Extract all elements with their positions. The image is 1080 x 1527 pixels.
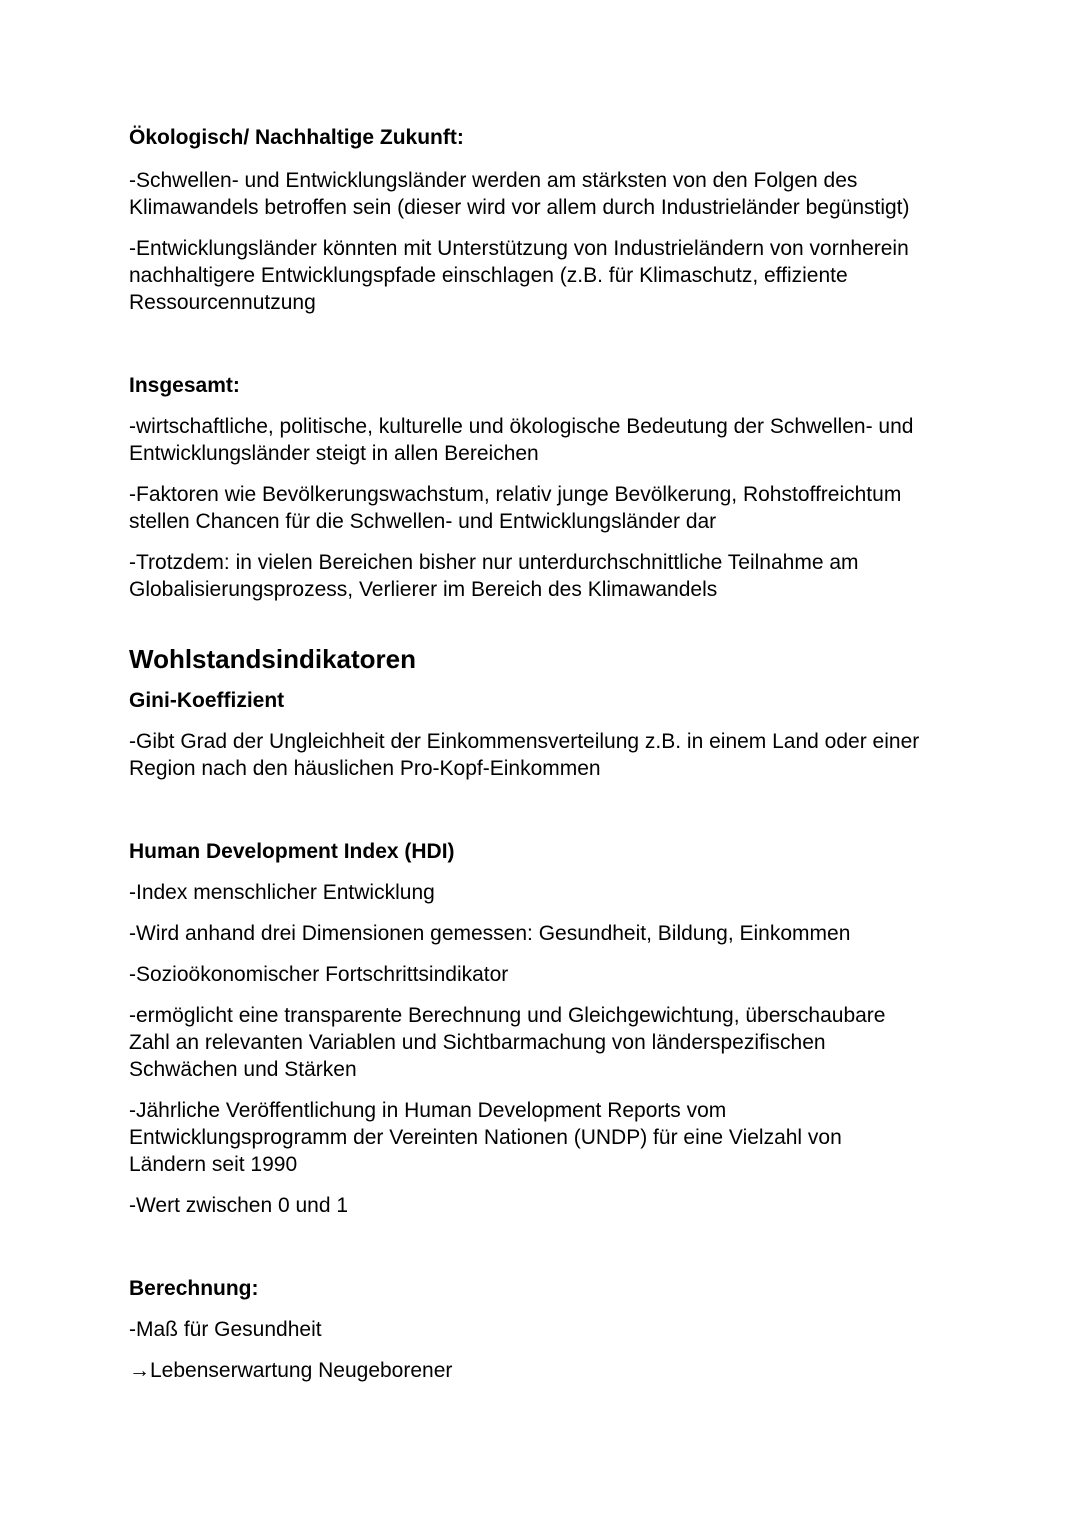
paragraph-oekologisch-2: -Entwicklungsländer könnten mit Unterstützung von Industrieländern von vornherein nachhaltigere Entwicklungspfade einschlagen (z.B. für Klimaschutz, effiziente Ressourcennutzung <box>129 237 909 314</box>
paragraph-hdi-3: -Sozioökonomischer Fortschrittsindikator <box>129 963 509 986</box>
paragraph-berechnung-1: -Maß für Gesundheit <box>129 1318 322 1341</box>
heading-gini: Gini-Koeffizient <box>129 689 285 712</box>
paragraph-insgesamt-3: -Trotzdem: in vielen Bereichen bisher nur unterdurchschnittliche Teilnahme am Globalisierungsprozess, Verlierer im Bereich des Klimawandels <box>129 551 859 601</box>
paragraph-hdi-6: -Wert zwischen 0 und 1 <box>129 1194 349 1217</box>
paragraph-hdi-2: -Wird anhand drei Dimensionen gemessen: Gesundheit, Bildung, Einkommen <box>129 922 851 945</box>
heading-berechnung: Berechnung: <box>129 1277 259 1300</box>
heading-oekologisch: Ökologisch/ Nachhaltige Zukunft: <box>129 126 464 149</box>
paragraph-berechnung-2: →Lebenserwartung Neugeborener <box>129 1359 453 1382</box>
paragraph-hdi-5: -Jährliche Veröffentlichung in Human Development Reports vom Entwicklungsprogramm der Vereinten Nationen (UNDP) für eine Vielzahl von Ländern seit 1990 <box>129 1099 842 1176</box>
heading-insgesamt: Insgesamt: <box>129 374 240 397</box>
paragraph-insgesamt-2: -Faktoren wie Bevölkerungswachstum, relativ junge Bevölkerung, Rohstoffreichtum stellen Chancen für die Schwellen- und Entwicklungsländer dar <box>129 483 902 533</box>
paragraph-oekologisch-1: -Schwellen- und Entwicklungsländer werden am stärksten von den Folgen des Klimawandels betroffen sein (dieser wird vor allem durch Industrieländer begünstigt) <box>129 169 910 219</box>
paragraph-hdi-4: -ermöglicht eine transparente Berechnung und Gleichgewichtung, überschaubare Zahl an relevanten Variablen und Sichtbarmachung von länderspezifischen Schwächen und Stärken <box>129 1004 886 1081</box>
paragraph-hdi-1: -Index menschlicher Entwicklung <box>129 881 435 904</box>
document-page <box>129 124 969 1384</box>
paragraph-gini-1: -Gibt Grad der Ungleichheit der Einkommensverteilung z.B. in einem Land oder einer Region nach den häuslichen Pro-Kopf-Einkommen <box>129 730 920 780</box>
paragraph-insgesamt-1: -wirtschaftliche, politische, kulturelle und ökologische Bedeutung der Schwellen- und Entwicklungsländer steigt in allen Bereichen <box>129 415 914 465</box>
heading-wohlstandsindikatoren: Wohlstandsindikatoren <box>129 644 416 674</box>
heading-hdi: Human Development Index (HDI) <box>129 840 455 863</box>
